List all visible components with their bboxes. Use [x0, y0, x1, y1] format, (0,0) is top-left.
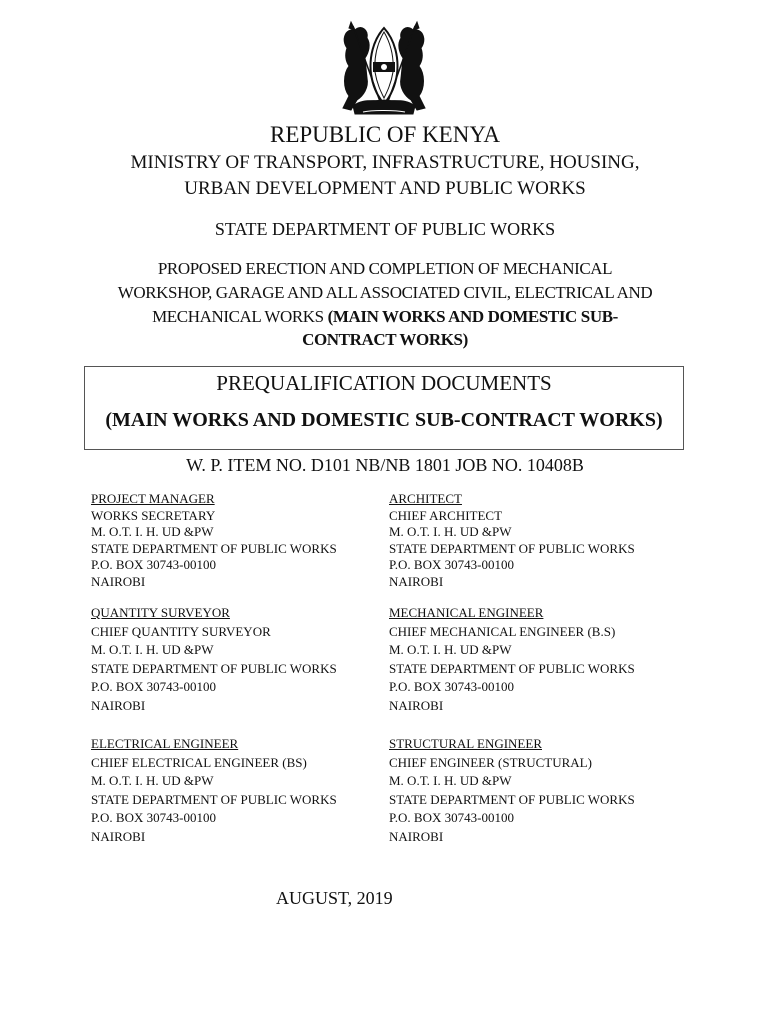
- consultant-line: WORKS SECRETARY: [91, 507, 216, 523]
- consultant-structural-engineer: [389, 735, 635, 846]
- consultant-mechanical-engineer: [389, 604, 635, 715]
- consultant-architect: [389, 491, 635, 590]
- ministry-line-1: MINISTRY OF TRANSPORT, INFRASTRUCTURE, HOUSING,: [130, 152, 640, 173]
- consultant-line: NAIROBI: [389, 697, 444, 713]
- consultant-line: NAIROBI: [389, 828, 444, 844]
- project-line-3: [0, 307, 770, 327]
- consultant-line: STATE DEPARTMENT OF PUBLIC WORKS: [91, 540, 337, 556]
- consultant-line: P.O. BOX 30743-00100: [91, 557, 216, 572]
- consultant-line: CHIEF QUANTITY SURVEYOR: [91, 623, 271, 639]
- consultant-line: M. O.T. I. H. UD &PW: [389, 773, 512, 788]
- consultant-line: CHIEF ENGINEER (STRUCTURAL): [389, 754, 592, 770]
- state-department: STATE DEPARTMENT OF PUBLIC WORKS: [214, 219, 556, 239]
- consultant-heading: PROJECT MANAGER: [91, 491, 215, 506]
- consultant-electrical-engineer: [91, 735, 337, 846]
- consultant-heading: ELECTRICAL ENGINEER: [91, 736, 239, 751]
- kenya-coat-of-arms-icon: [333, 18, 435, 118]
- document-date: AUGUST, 2019: [276, 888, 393, 908]
- consultant-line: M. O.T. I. H. UD &PW: [91, 524, 214, 539]
- consultant-heading: MECHANICAL ENGINEER: [389, 605, 544, 620]
- consultant-line: P.O. BOX 30743-00100: [91, 810, 216, 825]
- item-number: W. P. ITEM NO. D101 NB/NB 1801 JOB NO. 10408B: [186, 455, 584, 475]
- ministry-line-2: URBAN DEVELOPMENT AND PUBLIC WORKS: [184, 178, 586, 199]
- consultant-line: NAIROBI: [389, 573, 444, 589]
- consultant-line: M. O.T. I. H. UD &PW: [91, 773, 214, 788]
- project-line-3-bold: (MAIN WORKS AND DOMESTIC SUB-: [327, 307, 618, 326]
- consultant-line: CHIEF MECHANICAL ENGINEER (B.S): [389, 623, 616, 639]
- consultant-line: CHIEF ELECTRICAL ENGINEER (BS): [91, 754, 307, 770]
- project-line-2: WORKSHOP, GARAGE AND ALL ASSOCIATED CIVIL, ELECTRICAL AND: [117, 283, 653, 302]
- consultant-line: M. O.T. I. H. UD &PW: [389, 642, 512, 657]
- consultant-heading: STRUCTURAL ENGINEER: [389, 736, 542, 751]
- project-line-4: CONTRACT WORKS): [302, 330, 468, 349]
- project-line-3-regular: MECHANICAL WORKS: [152, 307, 328, 326]
- consultant-line: STATE DEPARTMENT OF PUBLIC WORKS: [389, 660, 635, 676]
- consultant-line: STATE DEPARTMENT OF PUBLIC WORKS: [389, 791, 635, 807]
- prequal-title: PREQUALIFICATION DOCUMENTS: [216, 371, 552, 395]
- consultant-project-manager: [91, 491, 337, 590]
- consultant-line: M. O.T. I. H. UD &PW: [91, 642, 214, 657]
- consultant-line: NAIROBI: [91, 697, 146, 713]
- prequalification-box: [84, 366, 684, 450]
- consultant-line: M. O.T. I. H. UD &PW: [389, 524, 512, 539]
- consultant-heading: QUANTITY SURVEYOR: [91, 605, 230, 620]
- consultant-heading: ARCHITECT: [389, 491, 462, 506]
- consultant-line: STATE DEPARTMENT OF PUBLIC WORKS: [91, 791, 337, 807]
- consultant-line: CHIEF ARCHITECT: [389, 507, 503, 523]
- republic-title: REPUBLIC OF KENYA: [269, 122, 501, 147]
- consultant-line: P.O. BOX 30743-00100: [389, 810, 514, 825]
- consultant-line: P.O. BOX 30743-00100: [389, 557, 514, 572]
- consultant-line: P.O. BOX 30743-00100: [389, 679, 514, 694]
- prequal-subtitle: (MAIN WORKS AND DOMESTIC SUB-CONTRACT WORKS): [105, 409, 663, 431]
- project-line-1: PROPOSED ERECTION AND COMPLETION OF MECHANICAL: [157, 259, 613, 278]
- consultant-line: NAIROBI: [91, 828, 146, 844]
- consultant-line: P.O. BOX 30743-00100: [91, 679, 216, 694]
- consultant-line: STATE DEPARTMENT OF PUBLIC WORKS: [91, 660, 337, 676]
- consultant-line: STATE DEPARTMENT OF PUBLIC WORKS: [389, 540, 635, 556]
- consultant-line: NAIROBI: [91, 573, 146, 589]
- consultant-quantity-surveyor: [91, 604, 337, 715]
